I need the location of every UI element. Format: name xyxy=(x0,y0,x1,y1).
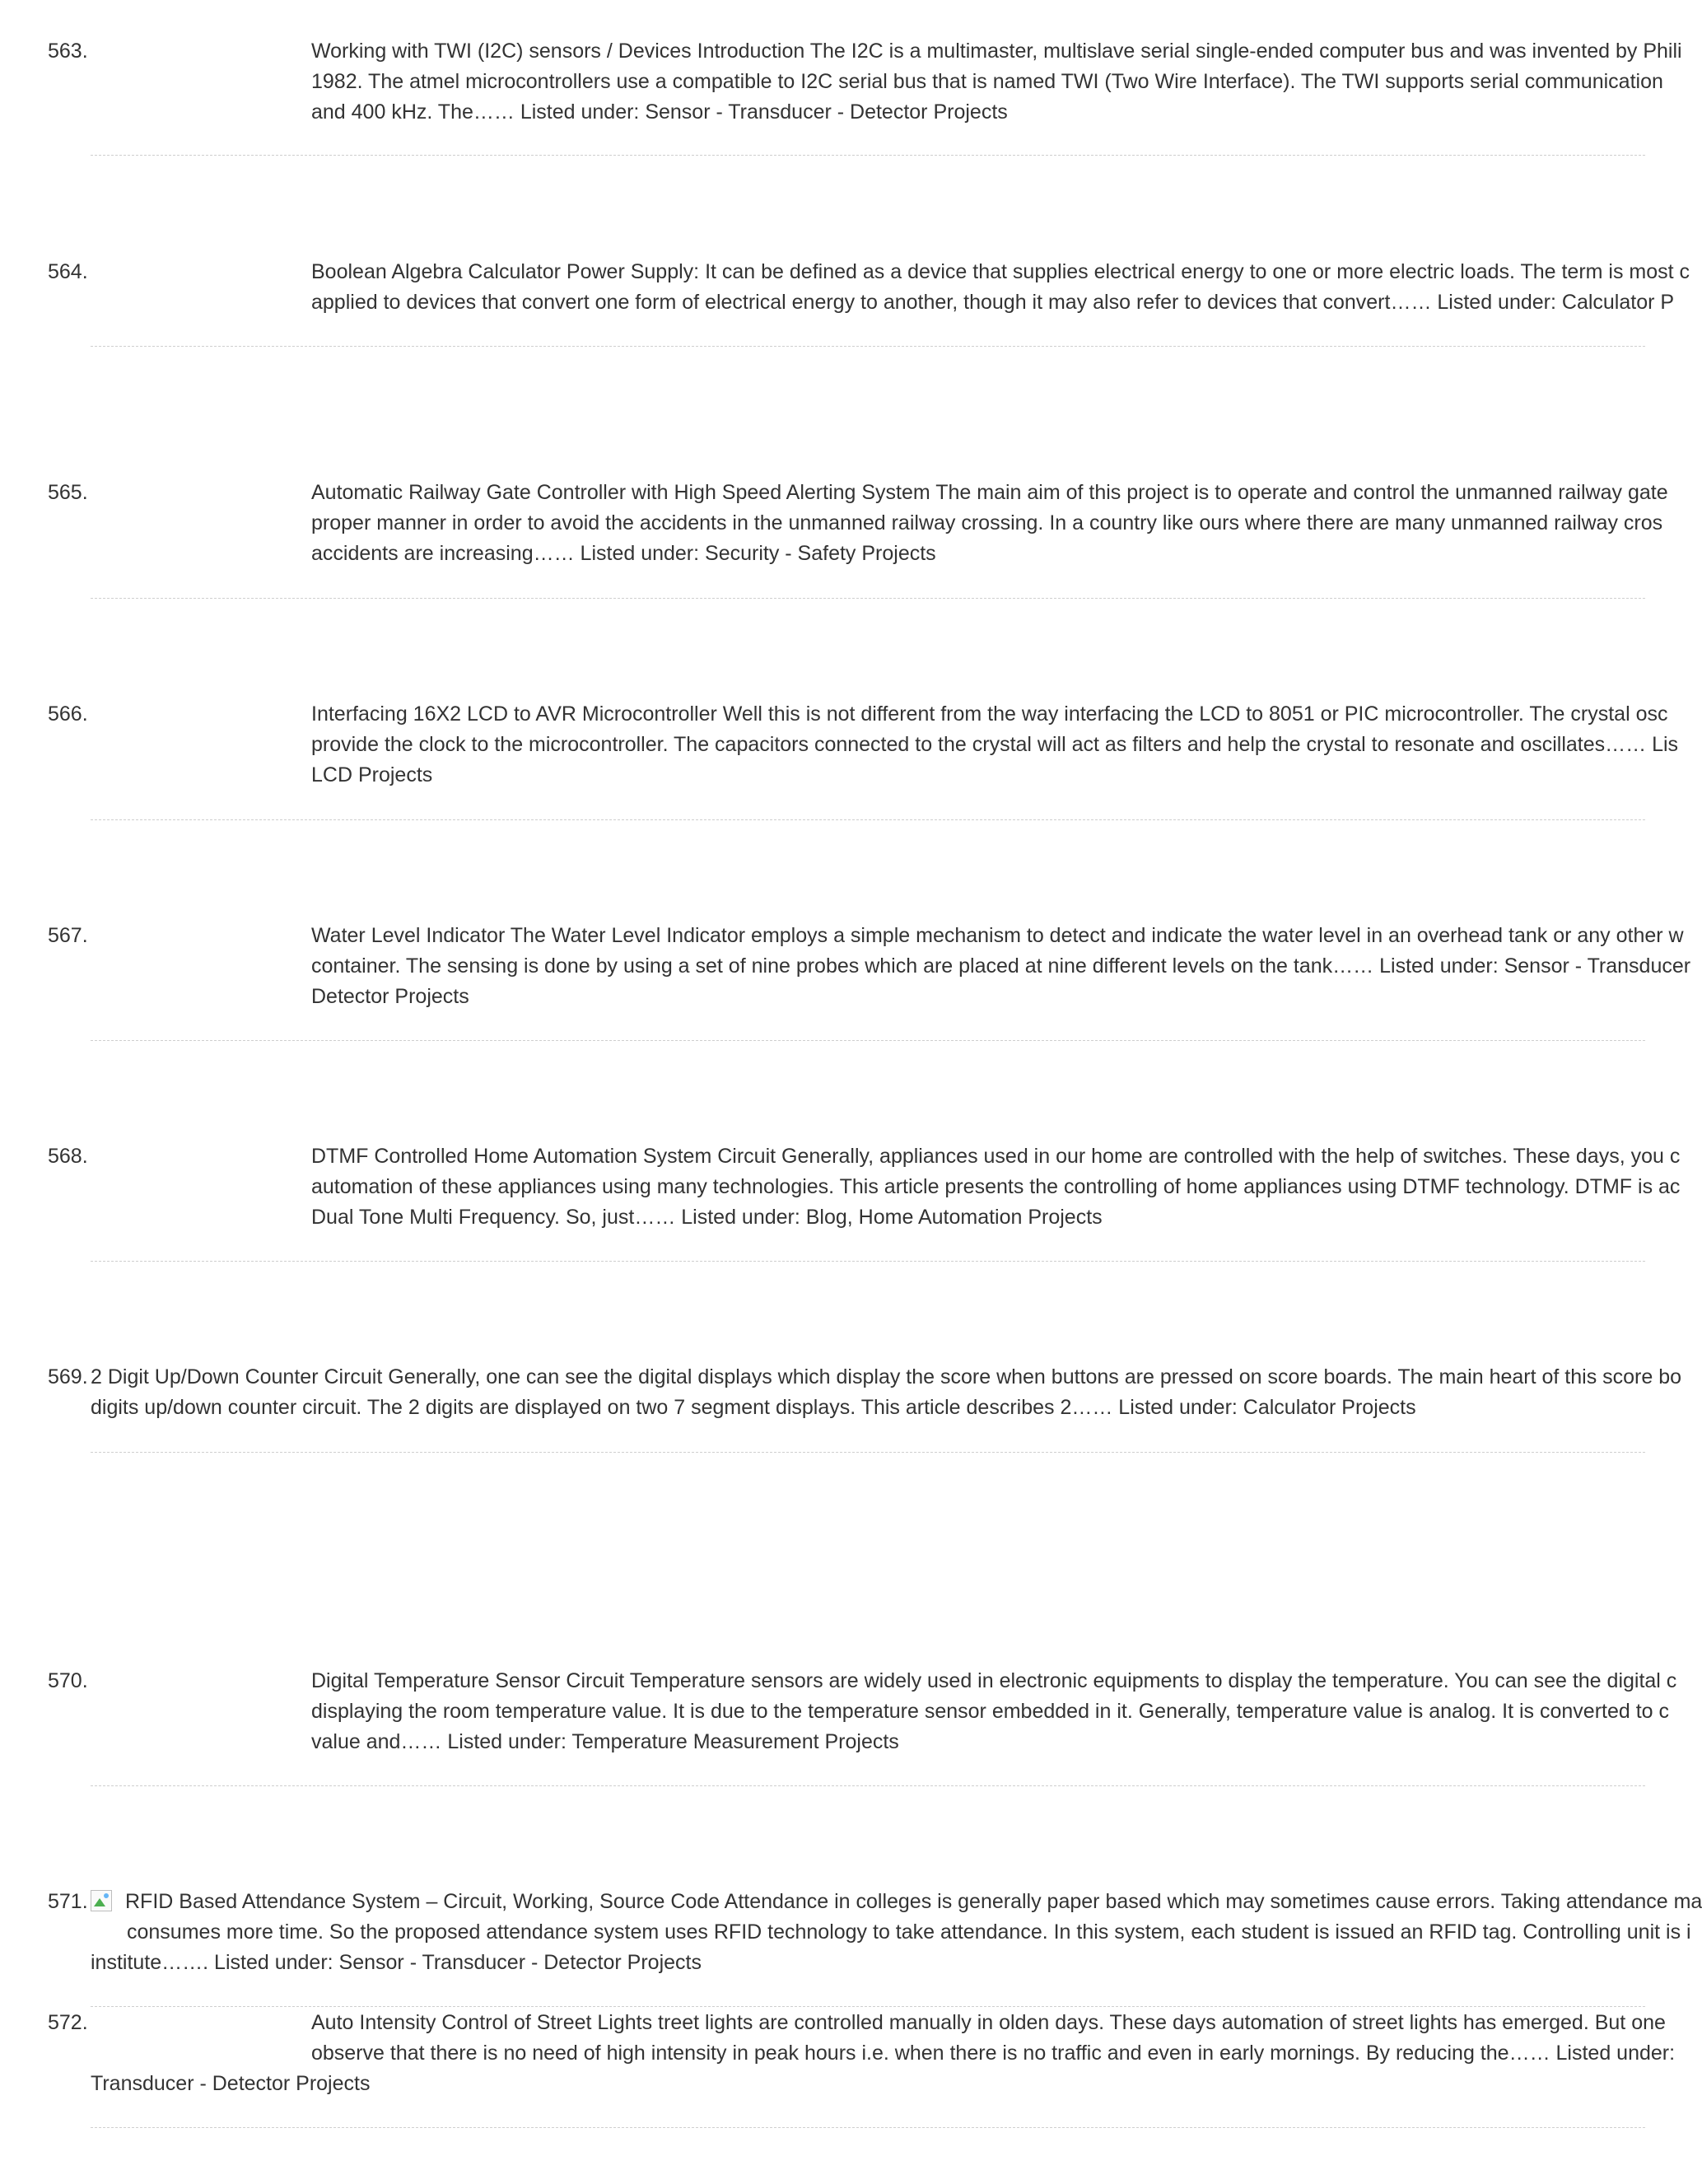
description-line: value and…… Listed under: Temperature Measurement Projects xyxy=(311,1730,899,1753)
description-line: Auto Intensity Control of Street Lights treet lights are controlled manually in olden days. These days automation of street lights has emerged. But one xyxy=(311,2011,1666,2034)
description-line: automation of these appliances using many technologies. This article presents the controlling of home appliances using DTMF technology. DTMF is ac xyxy=(311,1175,1681,1198)
item-number: 571. xyxy=(48,1890,88,1913)
divider xyxy=(91,346,1645,347)
item-description[interactable] xyxy=(311,36,1682,128)
divider xyxy=(91,2127,1645,2128)
item-description[interactable] xyxy=(311,921,1691,1012)
item-number: 565. xyxy=(48,481,88,504)
item-number: 570. xyxy=(48,1669,88,1692)
description-line: Interfacing 16X2 LCD to AVR Microcontroller Well this is not different from the way interfacing the LCD to 8051 or PIC microcontroller. The crystal osc xyxy=(311,702,1668,726)
description-line: DTMF Controlled Home Automation System Circuit Generally, appliances used in our home are controlled with the help of switches. These days, you c xyxy=(311,1145,1681,1168)
item-number: 572. xyxy=(48,2011,88,2034)
description-line: 1982. The atmel microcontrollers use a compatible to I2C serial bus that is named TWI (Two Wire Interface). The TWI supports serial communication xyxy=(311,70,1663,93)
divider xyxy=(91,1785,1645,1786)
item-description[interactable] xyxy=(311,478,1668,569)
item-number: 568. xyxy=(48,1145,88,1168)
item-number: 564. xyxy=(48,260,88,283)
divider xyxy=(91,155,1645,156)
description-text: RFID Based Attendance System – Circuit, Working, Source Code Attendance in colleges is generally paper based which may sometimes cause errors. Taking attendance ma xyxy=(125,1890,1702,1913)
divider xyxy=(91,1040,1645,1041)
description-line: Transducer - Detector Projects xyxy=(91,2072,371,2095)
item-description[interactable] xyxy=(91,1887,1702,1978)
description-line: proper manner in order to avoid the accidents in the unmanned railway crossing. In a country like ours where there are many unmanned railway cros xyxy=(311,511,1663,534)
divider xyxy=(91,598,1645,599)
description-line: applied to devices that convert one form of electrical energy to another, though it may also refer to devices that convert…… Listed under: Calculator P xyxy=(311,291,1675,314)
description-line: observe that there is no need of high intensity in peak hours i.e. when there is no traffic and even in early mornings. By reducing the…… Listed under: xyxy=(311,2042,1676,2065)
description-line: LCD Projects xyxy=(311,763,433,786)
description-line: Water Level Indicator The Water Level Indicator employs a simple mechanism to detect and indicate the water level in an overhead tank or any other w xyxy=(311,924,1684,947)
item-number: 563. xyxy=(48,40,88,63)
description-line: institute……. Listed under: Sensor - Transducer - Detector Projects xyxy=(91,1951,702,1974)
item-description[interactable] xyxy=(91,1362,1682,1454)
description-line xyxy=(91,1887,1702,1917)
item-number: 569. xyxy=(48,1365,88,1388)
item-description[interactable] xyxy=(311,699,1679,791)
item-number: 566. xyxy=(48,702,88,726)
description-line: accidents are increasing…… Listed under: Security - Safety Projects xyxy=(311,542,936,565)
item-description[interactable] xyxy=(311,1666,1677,1757)
divider xyxy=(91,819,1645,820)
description-line: Dual Tone Multi Frequency. So, just…… Listed under: Blog, Home Automation Projects xyxy=(311,1206,1103,1229)
description-line: consumes more time. So the proposed attendance system uses RFID technology to take attendance. In this system, each student is issued an RFID tag. Controlling unit is i xyxy=(127,1920,1691,1944)
description-line: digits up/down counter circuit. The 2 digits are displayed on two 7 segment displays. This article describes 2…… Listed under: Calculator Projects xyxy=(91,1396,1416,1419)
divider xyxy=(91,2006,1645,2007)
description-line: 2 Digit Up/Down Counter Circuit Generally, one can see the digital displays which display the score when buttons are pressed on score boards. The main heart of this score bo xyxy=(91,1365,1682,1388)
description-line: container. The sensing is done by using a set of nine probes which are placed at nine different levels on the tank…… Listed under: Sensor - Transducer xyxy=(311,954,1691,978)
description-line: provide the clock to the microcontroller. The capacitors connected to the crystal will act as filters and help the crystal to resonate and oscillates…… Lis xyxy=(311,733,1679,756)
description-line: and 400 kHz. The…… Listed under: Sensor - Transducer - Detector Projects xyxy=(311,100,1008,124)
description-line: Boolean Algebra Calculator Power Supply: It can be defined as a device that supplies electrical energy to one or more electric loads. The term is most c xyxy=(311,260,1690,283)
divider xyxy=(91,1452,1645,1453)
description-line: displaying the room temperature value. It is due to the temperature sensor embedded in it. Generally, temperature value is analog. It is converted to c xyxy=(311,1700,1670,1723)
description-line: Detector Projects xyxy=(311,985,469,1008)
broken-image-icon xyxy=(91,1890,112,1911)
description-line: Working with TWI (I2C) sensors / Devices Introduction The I2C is a multimaster, multislave serial single-ended computer bus and was invented by Phili xyxy=(311,40,1682,63)
description-line: Digital Temperature Sensor Circuit Temperature sensors are widely used in electronic equipments to display the temperature. You can see the digital c xyxy=(311,1669,1677,1692)
item-number: 567. xyxy=(48,924,88,947)
divider xyxy=(91,1261,1645,1262)
item-description[interactable] xyxy=(311,1141,1681,1233)
item-description[interactable] xyxy=(91,2008,1676,2099)
item-description[interactable] xyxy=(311,257,1690,348)
description-line: Automatic Railway Gate Controller with High Speed Alerting System The main aim of this project is to operate and control the unmanned railway gate xyxy=(311,481,1668,504)
